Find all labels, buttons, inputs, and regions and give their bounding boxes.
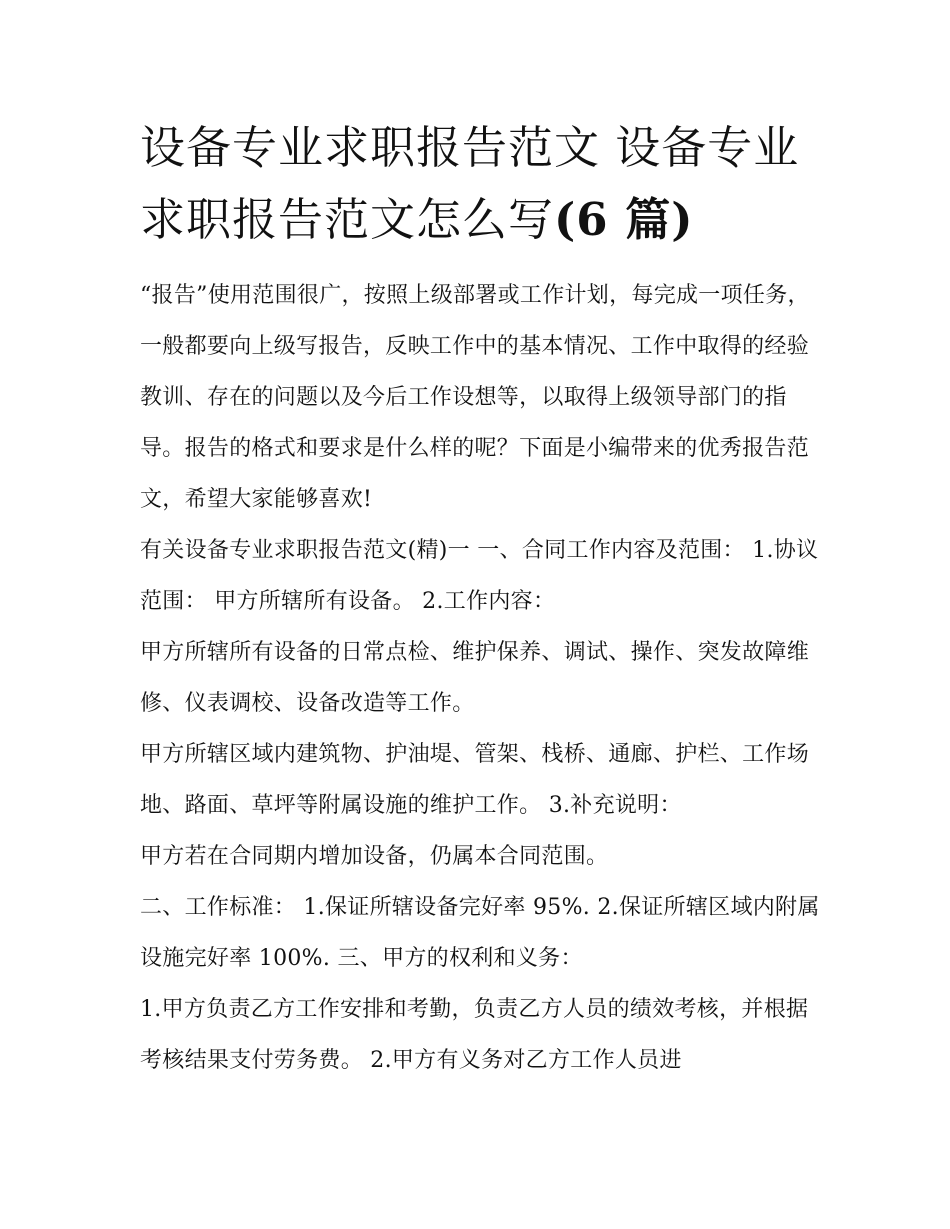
facility-maintenance-paragraph: 甲方所辖区域内建筑物、护油堤、管架、栈桥、通廊、护栏、工作场地、路面、草坪等附属设施的维护工作。 3.补充说明：: [140, 742, 810, 818]
section-one-heading: 有关设备专业求职报告范文(精)一 一、合同工作内容及范围： 1.协议范围： 甲方所辖所有设备。 2.工作内容：: [140, 538, 819, 614]
work-content-paragraph: 甲方所辖所有设备的日常点检、维护保养、调试、操作、突发故障维修、仪表调校、设备改造等工作。: [140, 640, 810, 716]
work-standard-paragraph: 二、工作标准： 1.保证所辖设备完好率 95%. 2.保证所辖区域内附属设施完好率 100%. 三、甲方的权利和义务：: [140, 895, 820, 971]
title-main: 设备专业求职报告范文 设备专业求职报告范文怎么写: [140, 121, 800, 246]
title-suffix: (6 篇): [554, 193, 694, 246]
document-page: [140, 112, 820, 1086]
party-a-duties-paragraph: 1.甲方负责乙方工作安排和考勤，负责乙方人员的绩效考核，并根据考核结果支付劳务费。 2.甲方有义务对乙方工作人员进: [140, 997, 809, 1073]
intro-paragraph: “报告”使用范围很广，按照上级部署或工作计划，每完成一项任务，一般都要向上级写报告，反映工作中的基本情况、工作中取得的经验教训、存在的问题以及今后工作设想等，以取得上级领导部门的指导。报告的格式和要求是什么样的呢？下面是小编带来的优秀报告范文，希望大家能够喜欢!: [140, 283, 810, 512]
document-title: [140, 112, 820, 256]
supplement-paragraph: 甲方若在合同期内增加设备，仍属本合同范围。: [140, 844, 609, 869]
